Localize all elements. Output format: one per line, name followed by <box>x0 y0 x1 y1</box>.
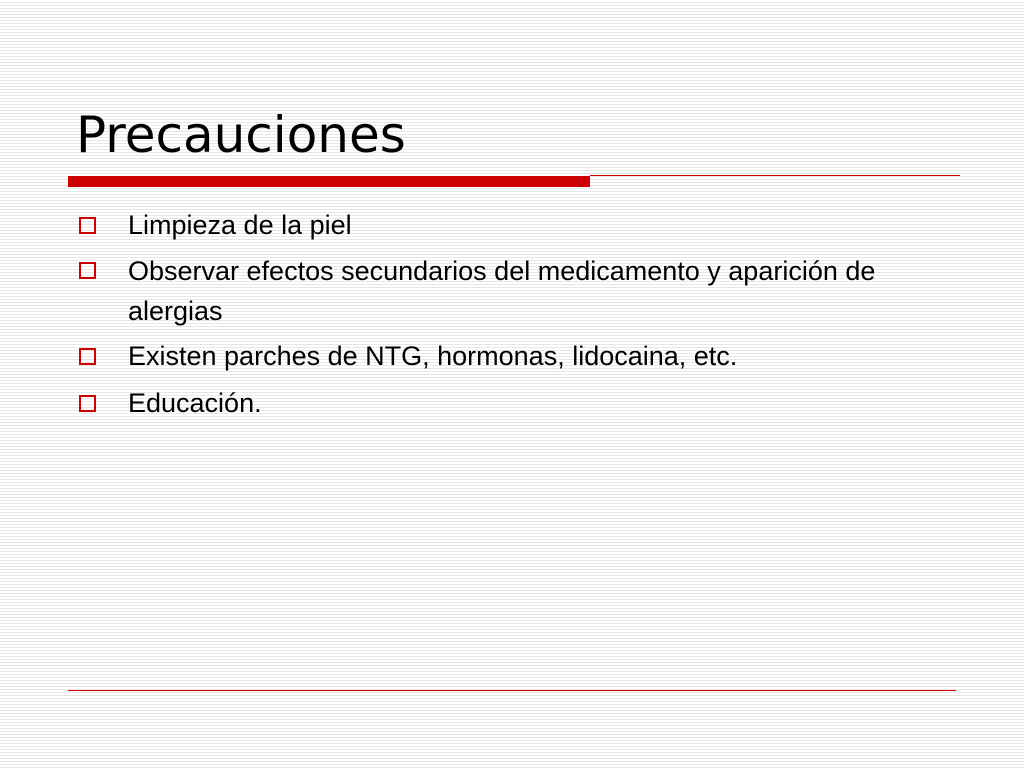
hollow-square-bullet-icon <box>79 395 96 412</box>
hollow-square-bullet-icon <box>79 348 96 365</box>
bullet-text: Existen parches de NTG, hormonas, lidocaina, etc. <box>128 341 738 371</box>
bullet-text: Limpieza de la piel <box>128 210 352 240</box>
bullet-text: Educación. <box>128 388 262 418</box>
title-underline-thick <box>68 176 590 187</box>
bullet-item <box>76 382 936 425</box>
bullet-item <box>76 251 936 331</box>
title-underline-thin <box>590 175 960 176</box>
hollow-square-bullet-icon <box>79 262 96 279</box>
bullet-text: Observar efectos secundarios del medicamento y aparición de alergias <box>128 256 876 326</box>
hollow-square-bullet-icon <box>79 217 96 234</box>
footer-rule <box>68 690 956 691</box>
bullet-item <box>76 335 936 378</box>
slide-title: Precauciones <box>76 106 406 164</box>
bullet-list <box>76 204 936 429</box>
bullet-item <box>76 204 936 247</box>
